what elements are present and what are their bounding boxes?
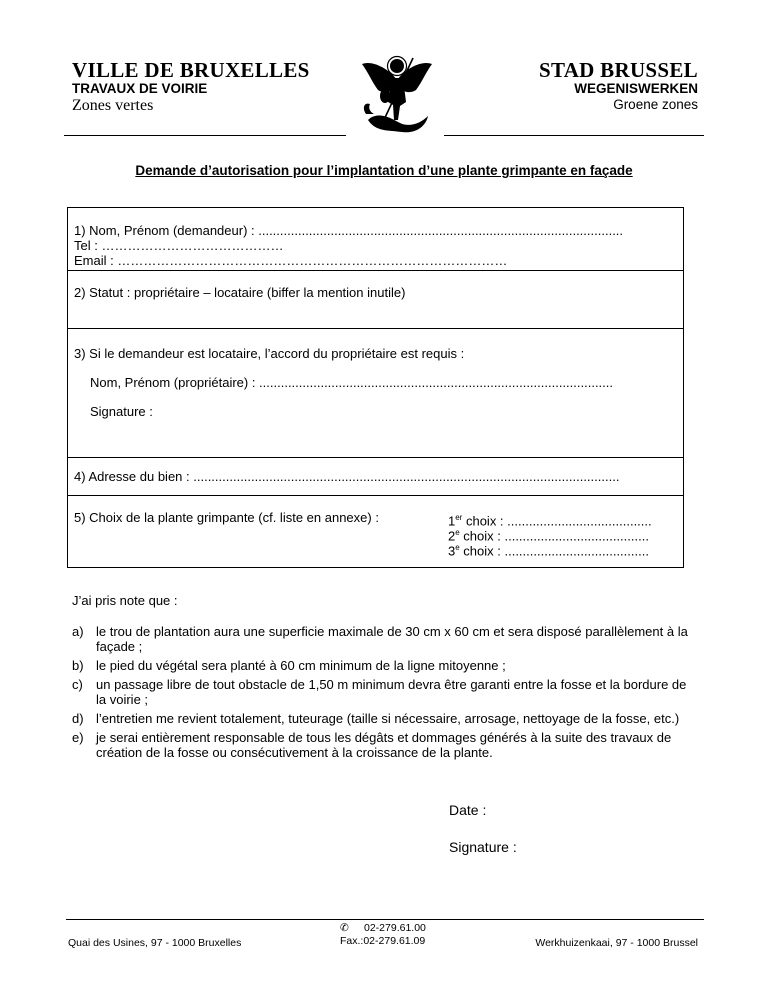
city-name-fr: VILLE DE BRUXELLES [72,58,310,82]
choice-3-field[interactable] [448,540,649,558]
choice-2-suffix: e [455,528,460,537]
document-title [0,163,768,178]
conditions-list [72,624,692,764]
footer-rule [66,919,704,920]
applicant-phone-field[interactable]: Tel : …………………………………… [74,238,284,253]
list-item [72,658,692,673]
date-field[interactable]: Date : [449,802,487,818]
list-item-text: l’entretien me revient totalement, tuteurage (taille si nécessaire, arrosage, nettoyage de la fosse, etc.) [96,711,680,726]
list-item-label: a) [72,624,84,639]
section-plant-choice [68,496,683,567]
list-item-label: c) [72,677,83,692]
list-item [72,711,692,726]
section-applicant [68,208,683,271]
footer-fax: Fax.:02-279.61.09 [340,935,426,947]
applicant-email-field[interactable]: Email : ……………………………………………………………………………… [74,253,508,268]
document-title-text: Demande d’autorisation pour l’implantation d’une plante grimpante en façade [135,163,633,178]
owner-name-field[interactable]: Nom, Prénom (propriétaire) : .................................................................................................. [90,375,614,390]
owner-consent-intro: 3) Si le demandeur est locataire, l’accord du propriétaire est requis : [74,346,465,361]
list-item-text: je serai entièrement responsable de tous les dégâts et dommages générés à la suite des travaux de création de la fosse ou consécutivement à la croissance de la plante. [96,730,672,760]
section-address [68,458,683,496]
list-item-text: le pied du végétal sera planté à 60 cm minimum de la ligne mitoyenne ; [96,658,506,673]
choice-1-suffix: er [455,513,463,522]
section-owner-consent [68,329,683,458]
header-rule-right [444,135,704,136]
applicant-name-field[interactable]: 1) Nom, Prénom (demandeur) : ..................................................................................................... [74,223,624,238]
list-item-label: d) [72,711,84,726]
footer-phone: 02-279.61.00 [364,922,426,934]
phone-icon: ✆ [340,922,349,934]
header-rule-left [64,135,346,136]
owner-signature-field[interactable]: Signature : [90,404,153,419]
saint-michael-emblem-icon [358,50,436,136]
section-fr: Zones vertes [72,97,154,114]
choice-3-number: 3 [448,543,456,559]
footer-address-fr: Quai des Usines, 97 - 1000 Bruxelles [68,937,242,949]
list-item [72,730,692,760]
department-fr: TRAVAUX DE VOIRIE [72,81,208,96]
signature-field[interactable]: Signature : [449,839,517,855]
list-item [72,624,692,654]
choice-3-suffix: e [455,543,460,552]
list-item-label: b) [72,658,84,673]
section-status [68,271,683,329]
choice-1-text: choix : ........................................ [462,513,652,529]
department-nl: WEGENISWERKEN [574,81,698,96]
choice-1-number: 1 [448,513,456,529]
choice-2-text: choix : ........................................ [459,528,649,544]
footer-address-nl: Werkhuizenkaai, 97 - 1000 Brussel [535,937,698,949]
application-form [67,207,684,568]
status-field[interactable]: 2) Statut : propriétaire – locataire (biffer la mention inutile) [74,285,406,300]
footer-contact [340,922,426,934]
property-address-field[interactable]: 4) Adresse du bien : ...................................................................................................................... [74,469,620,484]
city-name-nl: STAD BRUSSEL [538,58,698,82]
choice-3-text: choix : ........................................ [459,543,649,559]
section-nl: Groene zones [613,97,698,112]
choice-2-number: 2 [448,528,456,544]
list-item-text: un passage libre de tout obstacle de 1,50 m minimum devra être garanti entre la fosse et la bordure de la voirie ; [96,677,687,707]
list-item-text: le trou de plantation aura une superficie maximale de 30 cm x 60 cm et sera disposé parallèlement à la façade ; [96,624,688,654]
notes-intro: J’ai pris note que : [72,593,178,608]
plant-choice-label: 5) Choix de la plante grimpante (cf. liste en annexe) : [74,510,379,525]
list-item-label: e) [72,730,84,745]
list-item [72,677,692,707]
